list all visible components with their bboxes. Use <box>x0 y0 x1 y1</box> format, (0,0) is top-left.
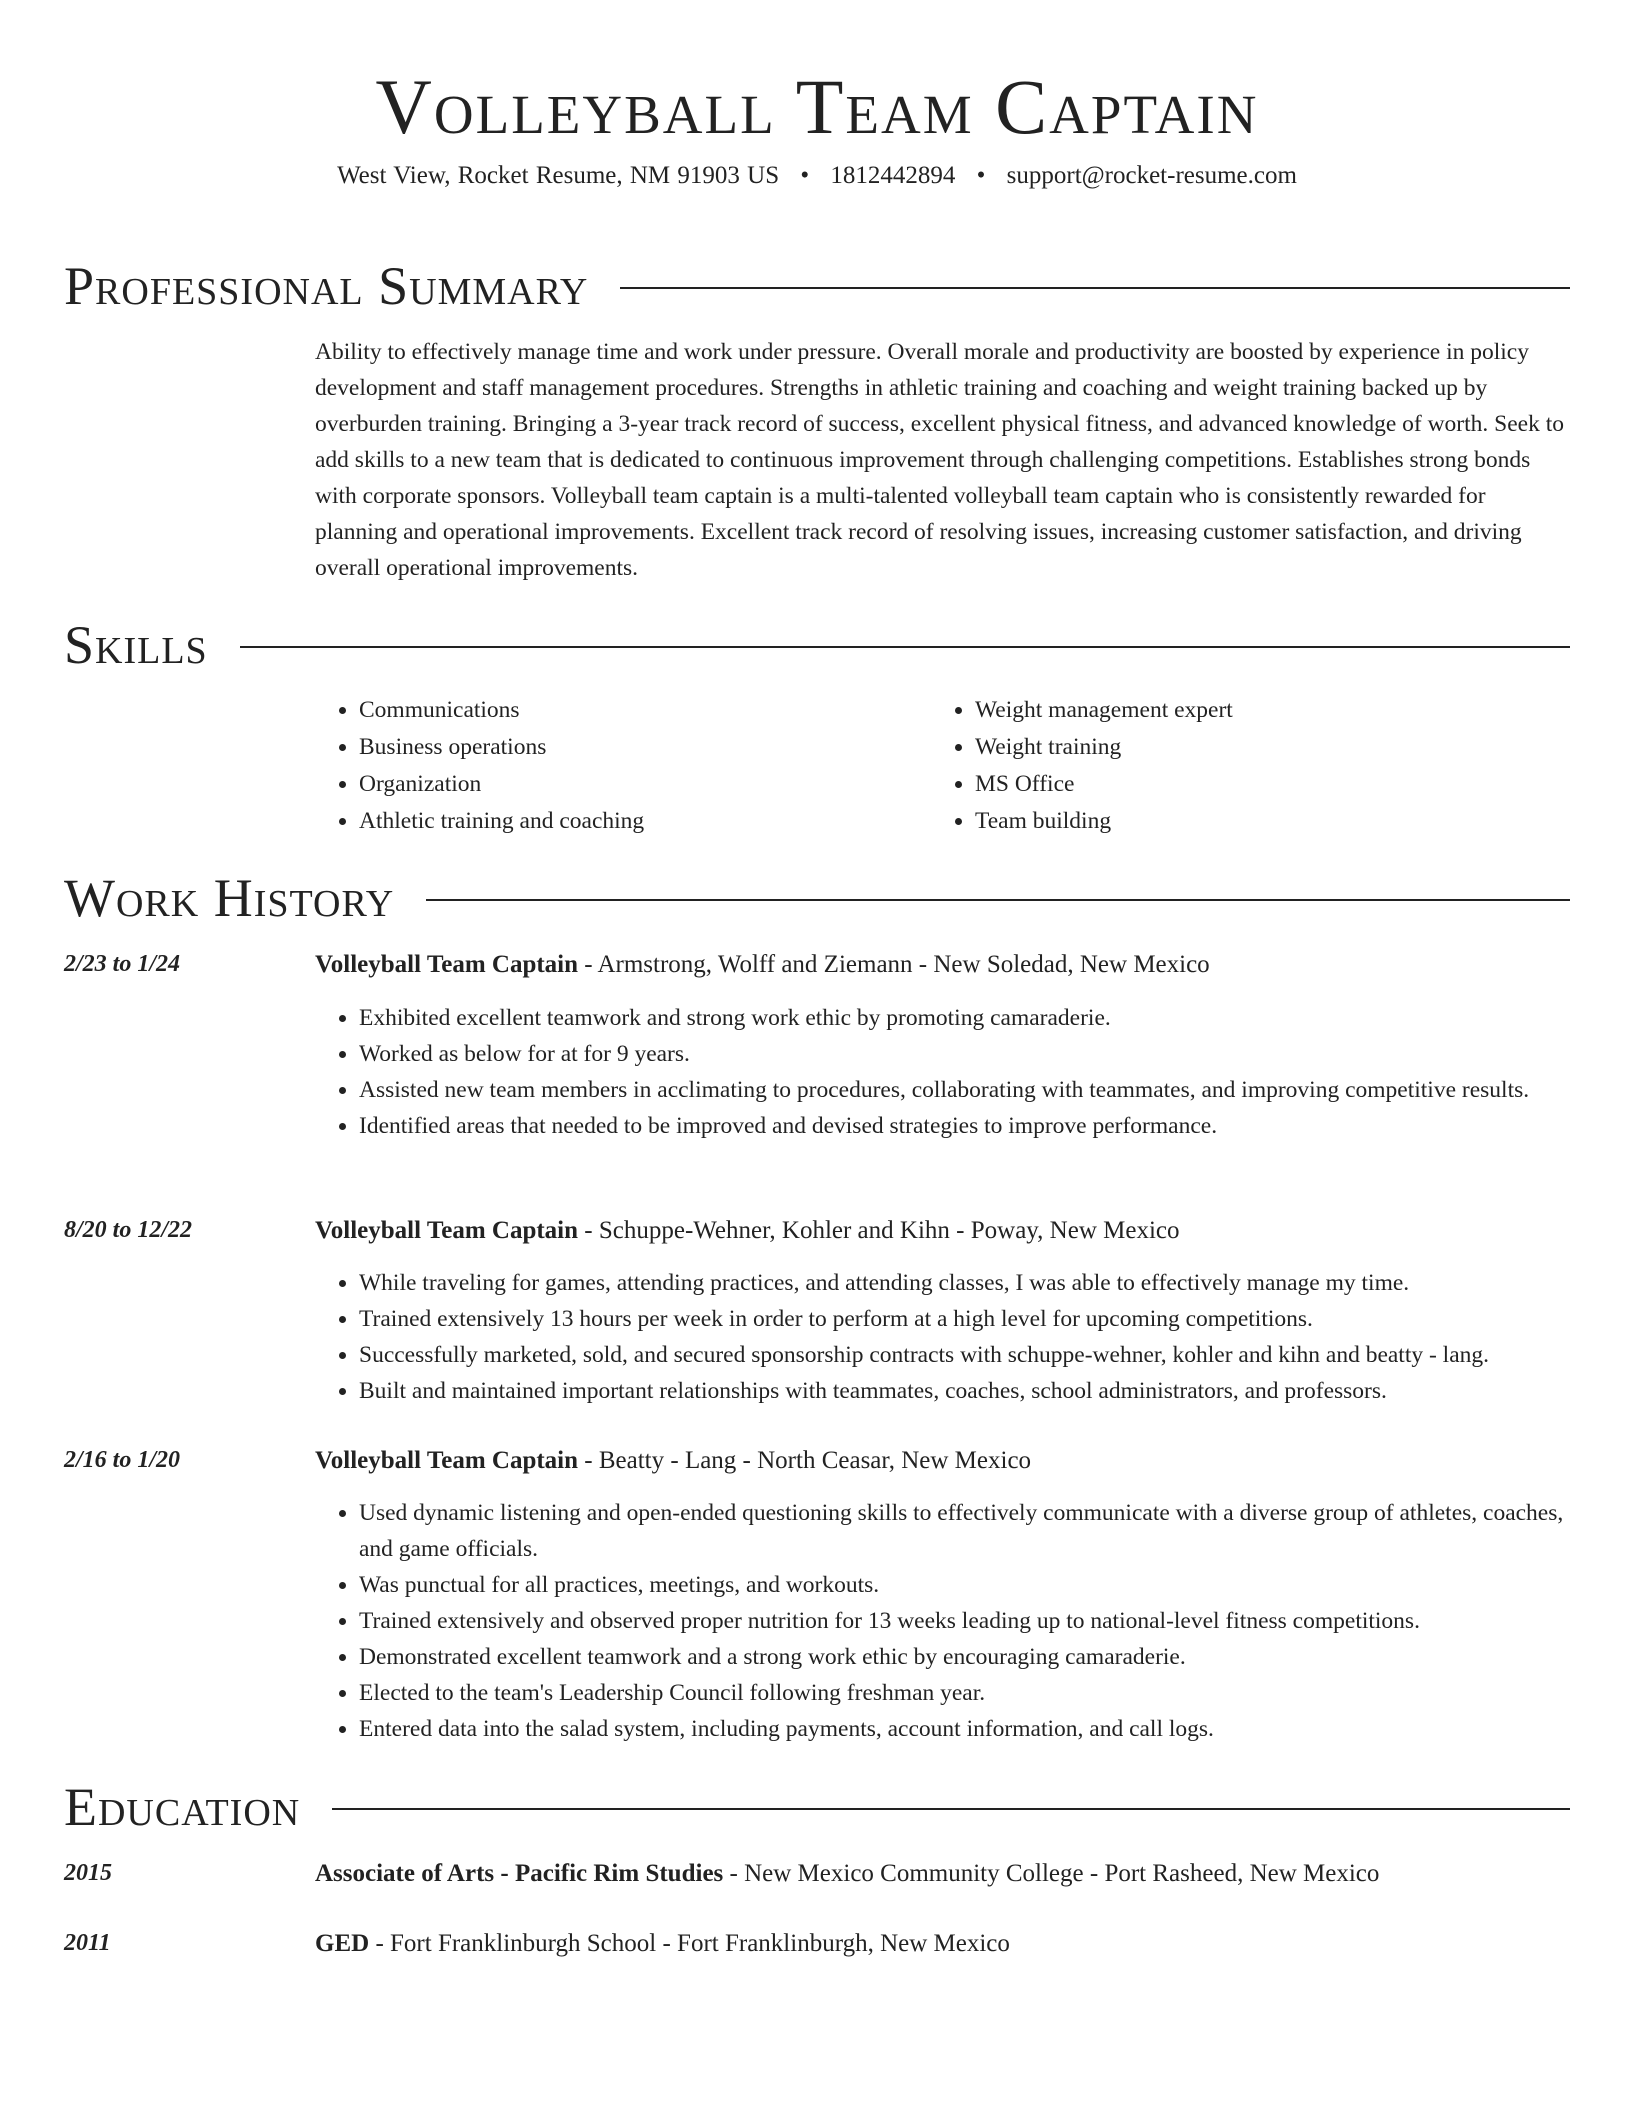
skill-item: • Weight training <box>975 729 1547 766</box>
work-section-title: Work History <box>64 868 395 928</box>
summary-section-title: Professional Summary <box>64 256 589 316</box>
skills-section-header <box>64 615 1570 675</box>
contact-line <box>64 162 1570 190</box>
skill-item: • Organization <box>359 766 931 803</box>
job-heading <box>315 1444 1570 1478</box>
resume-name: Volleyball Team Captain <box>375 63 1259 150</box>
education-degree: Associate of Arts - Pacific Rim Studies <box>315 1860 724 1887</box>
resume-page <box>64 0 1570 1957</box>
education-section-title: Education <box>64 1777 301 1837</box>
skills-column-right <box>931 692 1547 840</box>
skill-item: • MS Office <box>975 766 1547 803</box>
job-bullet: • Used dynamic listening and open-ended questioning skills to effectively communicate with a diverse group of athletes, coaches, and game officials. <box>359 1495 1570 1567</box>
job-details: - Schuppe-Wehner, Kohler and Kihn - Poway, New Mexico <box>578 1217 1180 1244</box>
job-title: Volleyball Team Captain <box>315 951 579 978</box>
skill-item: • Business operations <box>359 729 931 766</box>
job-bullet: • Built and maintained important relationships with teammates, coaches, school administrators, and professors. <box>359 1373 1570 1409</box>
job-bullet: • Successfully marketed, sold, and secured sponsorship contracts with schuppe-wehner, kohler and kihn and beatty - lang. <box>359 1337 1570 1373</box>
job-heading <box>315 948 1570 982</box>
contact-separator: • <box>976 162 986 189</box>
education-heading <box>315 1927 1570 1961</box>
education-details: - Fort Franklinburgh School - Fort Franklinburgh, New Mexico <box>369 1930 1010 1957</box>
job-bullet: • Assisted new team members in acclimating to procedures, collaborating with teammates, and improving competitive results. <box>359 1072 1570 1108</box>
education-heading <box>315 1857 1570 1891</box>
job-date: 2/23 to 1/24 <box>64 951 181 977</box>
job-bullet: • Elected to the team's Leadership Council following freshman year. <box>359 1675 1570 1711</box>
job-date: 2/16 to 1/20 <box>64 1447 181 1473</box>
skill-item: • Team building <box>975 803 1547 840</box>
summary-text: Ability to effectively manage time and work under pressure. Overall morale and productivity are boosted by experience in policy development and staff management procedures. Strengths in athletic training and coaching and weight training backed up by overburden training. Bringing a 3-year track record of success, excellent physical fitness, and advanced knowledge of worth. Seek to add skills to a new team that is dedicated to continuous improvement through challenging competitions. Establishes strong bonds with corporate sponsors. Volleyball team captain is a multi-talented volleyball team captain who is consistently rewarded for planning and operational improvements. Excellent track record of resolving issues, increasing customer satisfaction, and driving overall operational improvements. <box>315 339 1564 581</box>
section-divider <box>620 287 1570 289</box>
job-bullet: • Trained extensively and observed proper nutrition for 13 weeks leading up to national-level fitness competitions. <box>359 1603 1570 1639</box>
skills-section-title: Skills <box>64 615 208 675</box>
job-bullet: • Demonstrated excellent teamwork and a strong work ethic by encouraging camaraderie. <box>359 1639 1570 1675</box>
contact-email: support@rocket-resume.com <box>1006 162 1297 189</box>
education-date: 2015 <box>64 1860 112 1886</box>
contact-address: West View, Rocket Resume, NM 91903 US <box>337 162 780 189</box>
skill-item: • Communications <box>359 692 931 729</box>
job-date: 8/20 to 12/22 <box>64 1217 193 1243</box>
skills-list <box>315 692 1570 840</box>
skill-item: • Weight management expert <box>975 692 1547 729</box>
job-details: - Beatty - Lang - North Ceasar, New Mexico <box>578 1447 1032 1474</box>
section-divider <box>240 646 1570 648</box>
section-divider <box>426 899 1570 901</box>
job-bullet: • Trained extensively 13 hours per week in order to perform at a high level for upcoming competitions. <box>359 1301 1570 1337</box>
job-bullet: • Worked as below for at for 9 years. <box>359 1036 1570 1072</box>
job-heading <box>315 1214 1570 1248</box>
job-title: Volleyball Team Captain <box>315 1217 579 1244</box>
education-degree: GED <box>315 1930 370 1957</box>
skills-column-left <box>315 692 931 840</box>
job-bullet: • Was punctual for all practices, meetings, and workouts. <box>359 1567 1570 1603</box>
work-section-header <box>64 868 1570 928</box>
job-bullet: • Exhibited excellent teamwork and strong work ethic by promoting camaraderie. <box>359 1000 1570 1036</box>
education-section-header <box>64 1777 1570 1837</box>
job-bullets <box>315 1495 1570 1747</box>
job-bullet: • Identified areas that needed to be improved and devised strategies to improve performance. <box>359 1108 1570 1144</box>
job-details: - Armstrong, Wolff and Ziemann - New Soledad, New Mexico <box>578 951 1210 978</box>
job-title: Volleyball Team Captain <box>315 1447 579 1474</box>
contact-separator: • <box>800 162 810 189</box>
section-divider <box>332 1808 1570 1810</box>
contact-phone: 1812442894 <box>830 162 956 189</box>
job-bullet: • While traveling for games, attending practices, and attending classes, I was able to effectively manage my time. <box>359 1265 1570 1301</box>
education-details: - New Mexico Community College - Port Rasheed, New Mexico <box>723 1860 1380 1887</box>
summary-section-header <box>64 256 1570 316</box>
job-bullets <box>315 1265 1570 1409</box>
education-date: 2011 <box>64 1930 111 1956</box>
job-bullets <box>315 1000 1570 1144</box>
skill-item: • Athletic training and coaching <box>359 803 931 840</box>
job-bullet: • Entered data into the salad system, including payments, account information, and call logs. <box>359 1711 1570 1747</box>
